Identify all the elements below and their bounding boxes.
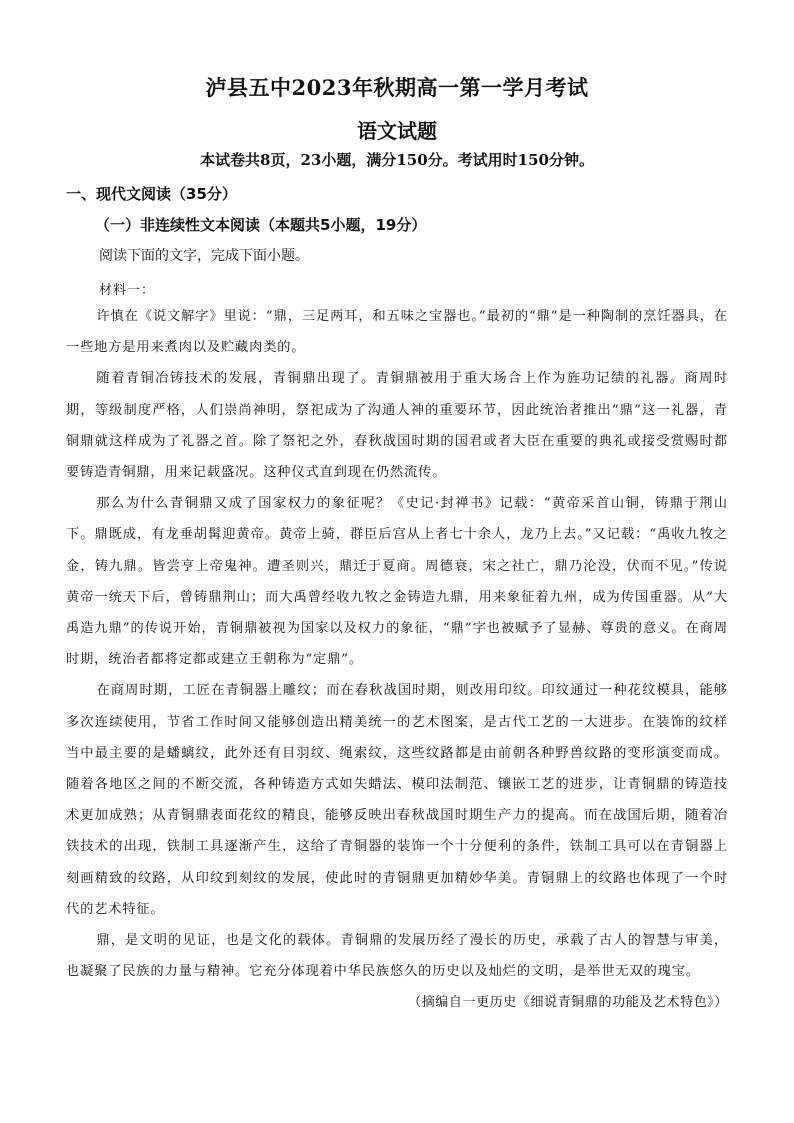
paragraph: 鼎，是文明的见证，也是文化的载体。青铜鼎的发展历经了漫长的历史，承载了古人的智慧与审美，也凝聚了民族的力量与精神。它充分体现着中华民族悠久的历史以及灿烂的文明，是举世无双的瑰宝。 <box>66 933 728 980</box>
exam-subtitle: 语文试题 <box>357 119 437 143</box>
exam-title: 泸县五中2023年秋期高一第一学月考试 <box>205 75 589 100</box>
paragraph: 随着青铜冶铸技术的发展，青铜鼎出现了。青铜鼎被用于重大场合上作为旌功记绩的礼器。商周时期，等级制度严格，人们崇尚神明，祭祀成为了沟通人神的重要环节，因此统治者推出“鼎”这一礼器，青铜鼎就这样成为了礼器之首。除了祭祀之外，春秋战国时期的国君或者大臣在重要的典礼或接受赏赐时都要铸造青铜鼎，用来记载盛况。这种仪式直到现在仍然流传。 <box>66 371 728 481</box>
section-heading: 一、现代文阅读（35分） <box>66 185 237 203</box>
subsection-heading: （一）非连续性文本阅读（本题共5小题，19分） <box>95 216 427 234</box>
paragraph: 那么为什么青铜鼎又成了国家权力的象征呢？《史记·封禅书》记载：“黄帝采首山铜，铸鼎于荆山下。鼎既成，有龙垂胡髯迎黄帝。黄帝上骑，群臣后宫从上者七十余人，龙乃上去。”又记载：“禹收九牧之金，铸九鼎。皆尝亨上帝鬼神。遭圣则兴，鼎迁于夏商。周德衰，宋之社亡，鼎乃沦没，伏而不见。”传说黄帝一统天下后，曾铸鼎荆山；而大禹曾经收九牧之金铸造九鼎，用来象征着九州，成为传国重器。从“大禹造九鼎”的传说开始，青铜鼎被视为国家以及权力的象征，“鼎”字也被赋予了显赫、尊贵的意义。在商周时期，统治者都将定都或建立王朝称为“定鼎”。 <box>66 496 728 668</box>
reading-instruction: 阅读下面的文字，完成下面小题。 <box>99 248 309 264</box>
paragraph: 许慎在《说文解字》里说：“鼎，三足两耳，和五味之宝器也。”最初的“鼎”是一种陶制的烹饪器具，在一些地方是用来煮肉以及贮藏肉类的。 <box>66 309 728 356</box>
exam-info: 本试卷共8页，23小题，满分150分。考试用时150分钟。 <box>200 151 594 169</box>
material-body <box>66 301 728 987</box>
source-citation: （摘编自一更历史《细说青铜鼎的功能及艺术特色》） <box>408 995 728 1010</box>
paragraph: 在商周时期，工匠在青铜器上雕纹；而在春秋战国时期，则改用印纹。印纹通过一种花纹模具，能够多次连续使用，节省工作时间又能够创造出精美统一的艺术图案，是古代工艺的一大进步。在装饰的纹样当中最主要的是蟠螭纹，此外还有目羽纹、绳索纹，这些纹路都是由前朝各种野兽纹路的变形演变而成。随着各地区之间的不断交流，各种铸造方式如失蜡法、模印法制范、镶嵌工艺的进步，让青铜鼎的铸造技术更加成熟；从青铜鼎表面花纹的精良，能够反映出春秋战国时期生产力的提高。而在战国后期，随着冶铁技术的出现，铁制工具逐渐产生，这给了青铜器的装饰一个十分便利的条件，铁制工具可以在青铜器上刻画精致的纹路，从印纹到刻纹的发展，使此时的青铜鼎更加精妙华美。青铜鼎上的纹路也体现了一个时代的艺术特征。 <box>66 683 728 917</box>
material-label: 材料一： <box>99 283 156 298</box>
